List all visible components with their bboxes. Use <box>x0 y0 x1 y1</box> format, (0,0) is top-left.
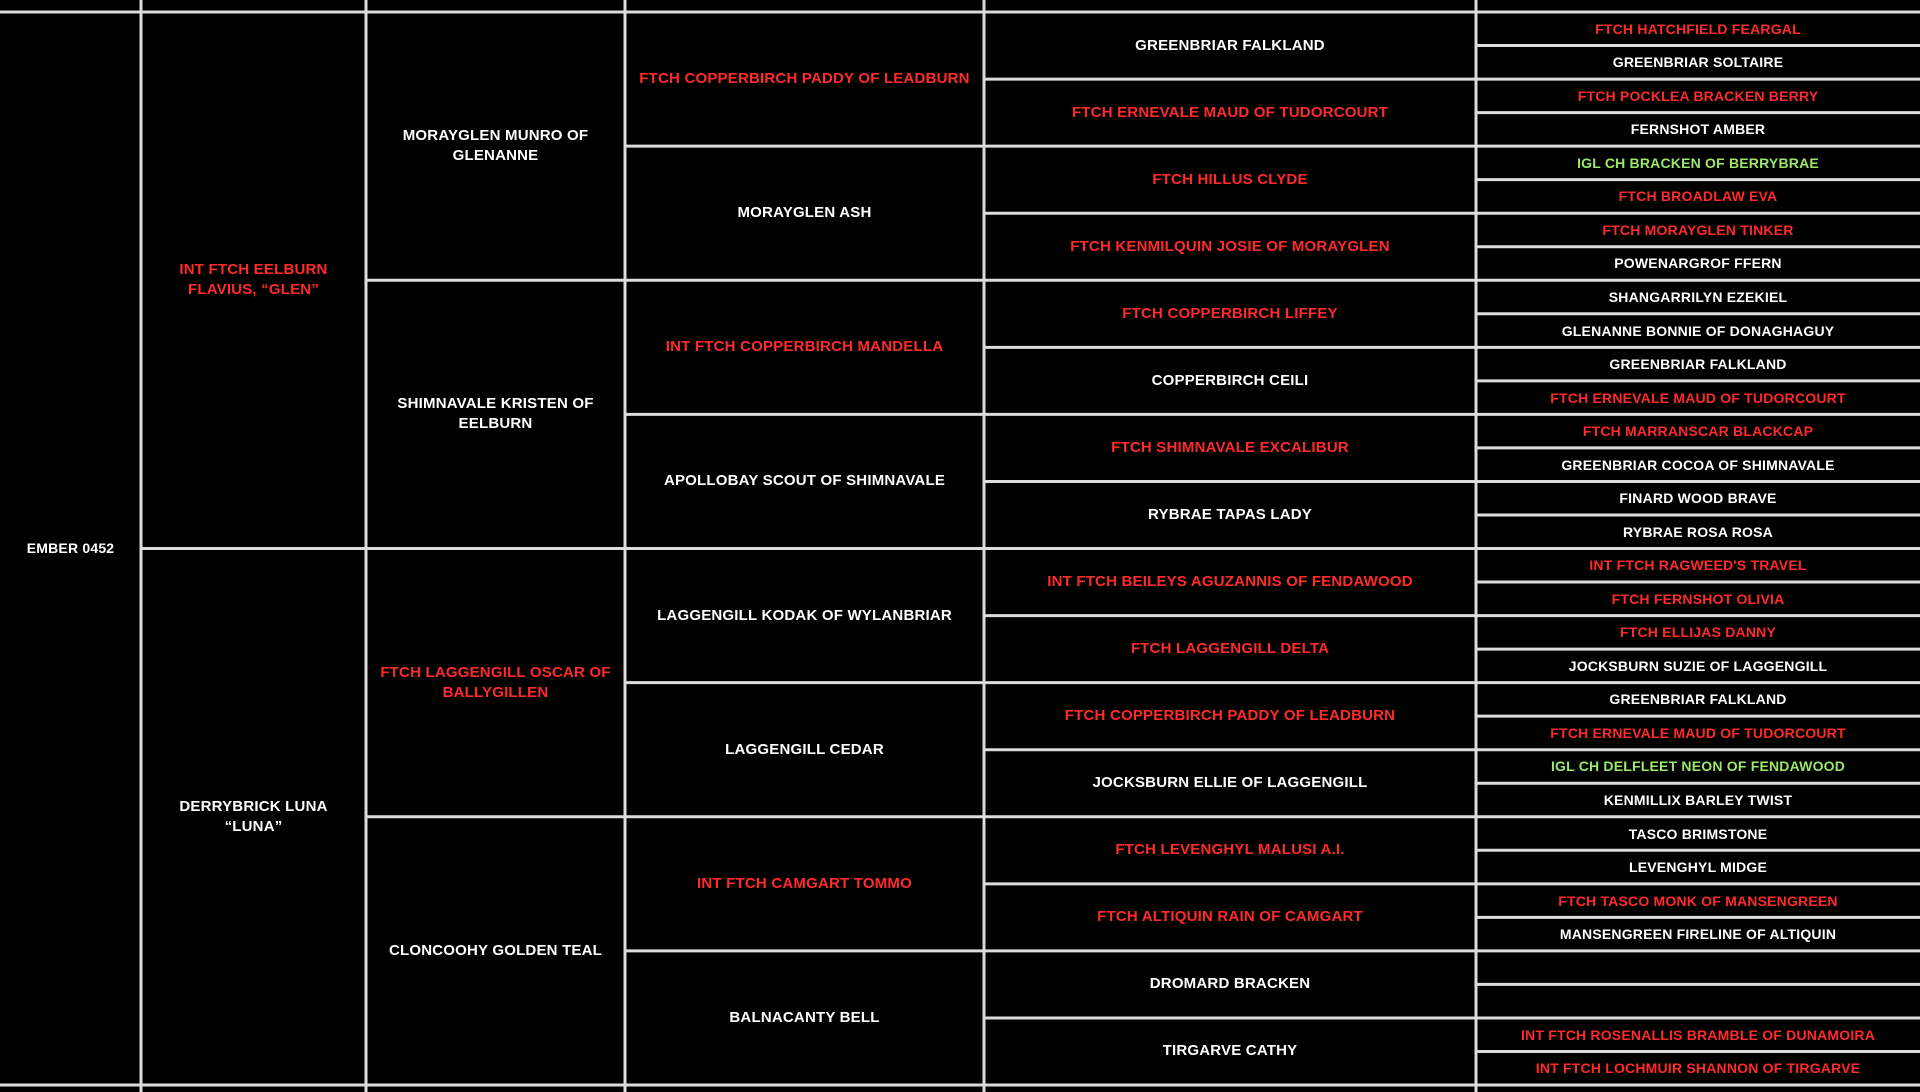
gen6-dog: FERNSHOT AMBER <box>1630 121 1766 138</box>
gen4-dog: APOLLOBAY SCOUT OF SHIMNAVALE <box>663 472 946 490</box>
gen5-dog: GREENBRIAR FALKLAND <box>1135 36 1325 54</box>
gen6-dog: GREENBRIAR FALKLAND <box>1609 691 1787 708</box>
gen3-dog: SHIMNAVALE KRISTEN OF EELBURN <box>397 395 594 433</box>
gen5-dog: FTCH COPPERBIRCH LIFFEY <box>1122 304 1338 322</box>
gen4-dog: INT FTCH COPPERBIRCH MANDELLA <box>665 338 944 356</box>
gen5-dog: JOCKSBURN ELLIE OF LAGGENGILL <box>1092 774 1368 792</box>
gen5-dog: FTCH COPPERBIRCH PADDY OF LEADBURN <box>1064 707 1396 725</box>
gen6-dog: FTCH TASCO MONK OF MANSENGREEN <box>1558 892 1838 909</box>
gen4-dog: LAGGENGILL KODAK OF WYLANBRIAR <box>657 606 952 624</box>
gen4-dog: MORAYGLEN ASH <box>737 204 872 222</box>
gen6-dog: SHANGARRILYN EZEKIEL <box>1608 289 1788 306</box>
gen6-dog <box>1476 951 1920 985</box>
gen5-dog: FTCH SHIMNAVALE EXCALIBUR <box>1111 438 1349 456</box>
gen6-dog: FTCH ERNEVALE MAUD OF TUDORCOURT <box>1550 389 1846 406</box>
gen6-dog: GLENANNE BONNIE OF DONAGHAGUY <box>1561 322 1835 339</box>
gen6-dog: GREENBRIAR FALKLAND <box>1609 356 1787 373</box>
gen6-dog: GREENBRIAR SOLTAIRE <box>1612 54 1784 71</box>
gen6-dog: FTCH FERNSHOT OLIVIA <box>1611 590 1785 607</box>
gen4-dog: INT FTCH CAMGART TOMMO <box>697 874 912 892</box>
gen6-dog: FTCH MARRANSCAR BLACKCAP <box>1582 423 1814 440</box>
gen6-dog: MANSENGREEN FIRELINE OF ALTIQUIN <box>1559 926 1837 943</box>
gen6-dog: FTCH ERNEVALE MAUD OF TUDORCOURT <box>1550 724 1846 741</box>
gen6-dog: FTCH HATCHFIELD FEARGAL <box>1595 20 1801 37</box>
gen6-dog: IGL CH DELFLEET NEON OF FENDAWOOD <box>1550 758 1846 775</box>
gen2-dam: DERRYBRICK LUNA “LUNA” <box>179 797 328 835</box>
gen5-dog: TIRGARVE CATHY <box>1162 1042 1298 1060</box>
gen4-dog: BALNACANTY BELL <box>729 1008 880 1026</box>
gen4-dog: LAGGENGILL CEDAR <box>725 740 884 758</box>
gen6-dog: FINARD WOOD BRAVE <box>1619 490 1777 507</box>
gen6-dog: INT FTCH RAGWEED'S TRAVEL <box>1589 557 1807 574</box>
gen6-dog <box>1476 984 1920 1018</box>
gen3-dog: FTCH LAGGENGILL OSCAR OF BALLYGILLEN <box>380 663 611 701</box>
gen6-dog: KENMILLIX BARLEY TWIST <box>1603 791 1793 808</box>
gen5-dog: DROMARD BRACKEN <box>1149 975 1311 993</box>
gen5-dog: FTCH HILLUS CLYDE <box>1152 170 1308 188</box>
gen6-dog: RYBRAE ROSA ROSA <box>1623 523 1773 540</box>
gen6-dog: GREENBRIAR COCOA OF SHIMNAVALE <box>1561 456 1835 473</box>
gen6-dog: POWENARGROF FFERN <box>1614 255 1782 272</box>
gen1-dog: EMBER 0452 <box>26 540 115 556</box>
gen6-dog: FTCH POCKLEA BRACKEN BERRY <box>1577 87 1819 104</box>
gen6-dog: LEVENGHYL MIDGE <box>1628 859 1768 876</box>
gen5-dog: FTCH ERNEVALE MAUD OF TUDORCOURT <box>1071 103 1389 121</box>
gen5-dog: FTCH ALTIQUIN RAIN OF CAMGART <box>1097 908 1363 926</box>
gen5-dog: FTCH KENMILQUIN JOSIE OF MORAYGLEN <box>1070 237 1390 255</box>
gen6-dog: INT FTCH LOCHMUIR SHANNON OF TIRGARVE <box>1535 1060 1861 1077</box>
gen6-dog: IGL CH BRACKEN OF BERRYBRAE <box>1577 154 1819 171</box>
gen2-sire: INT FTCH EELBURN FLAVIUS, “GLEN” <box>179 261 328 299</box>
gen6-dog: INT FTCH ROSENALLIS BRAMBLE OF DUNAMOIRA <box>1520 1026 1876 1043</box>
gen5-dog: RYBRAE TAPAS LADY <box>1148 505 1312 523</box>
gen6-dog: FTCH MORAYGLEN TINKER <box>1602 221 1794 238</box>
gen4-dog: FTCH COPPERBIRCH PADDY OF LEADBURN <box>639 70 970 88</box>
gen5-dog: COPPERBIRCH CEILI <box>1151 371 1309 389</box>
gen5-dog: FTCH LAGGENGILL DELTA <box>1130 640 1330 658</box>
gen3-dog: CLONCOOHY GOLDEN TEAL <box>388 941 603 959</box>
gen6-dog: FTCH ELLIJAS DANNY <box>1619 624 1777 641</box>
gen6-dog: FTCH BROADLAW EVA <box>1618 188 1778 205</box>
gen6-dog: JOCKSBURN SUZIE OF LAGGENGILL <box>1568 657 1828 674</box>
gen6-dog: TASCO BRIMSTONE <box>1628 825 1768 842</box>
gen5-dog: FTCH LEVENGHYL MALUSI A.I. <box>1115 841 1345 859</box>
gen3-dog: MORAYGLEN MUNRO OF GLENANNE <box>402 127 589 165</box>
gen5-dog: INT FTCH BEILEYS AGUZANNIS OF FENDAWOOD <box>1047 573 1413 591</box>
